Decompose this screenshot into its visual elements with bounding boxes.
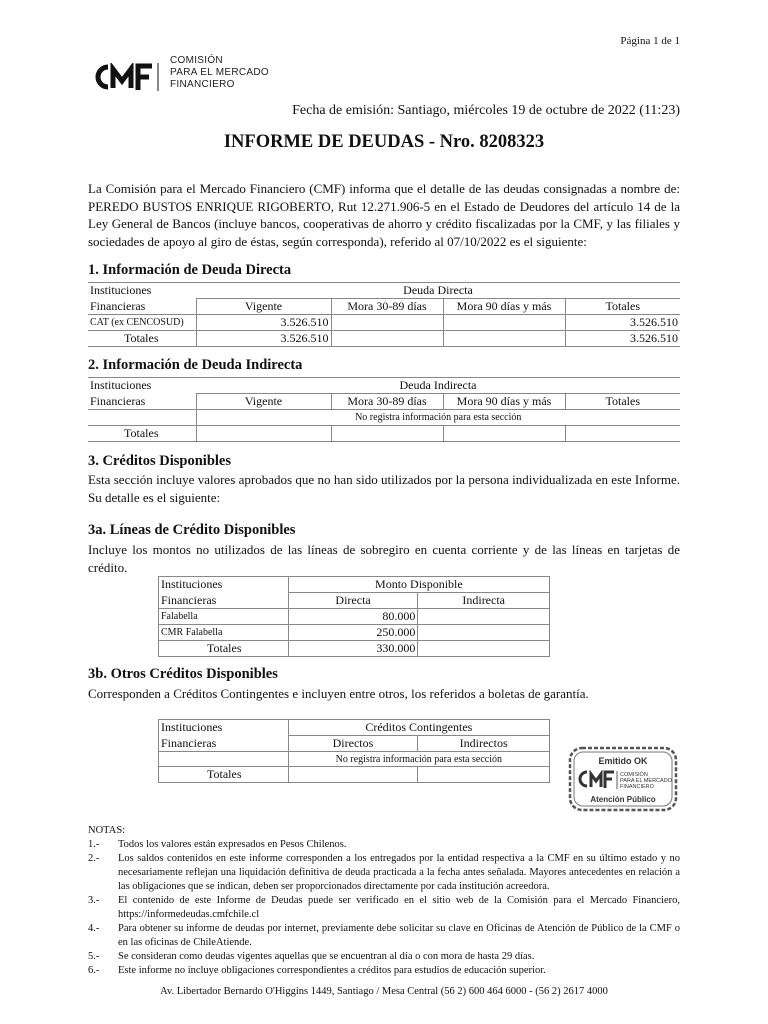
stamp-bottom-text: Atención Público bbox=[590, 795, 656, 804]
emitted-ok-stamp bbox=[567, 745, 679, 813]
col-mora30: Mora 30-89 días bbox=[331, 299, 443, 315]
totals-label: Totales bbox=[159, 767, 289, 783]
row-indirecta bbox=[418, 609, 550, 625]
notes-section bbox=[88, 824, 680, 978]
note-item bbox=[88, 964, 680, 978]
totals-vigente bbox=[196, 426, 331, 442]
section2-heading: 2. Información de Deuda Indirecta bbox=[88, 357, 303, 373]
table-row bbox=[159, 609, 550, 625]
col-totales: Totales bbox=[565, 299, 680, 315]
indirect-debt-table bbox=[88, 377, 680, 442]
col-inst-1: Instituciones bbox=[88, 283, 196, 299]
empty-cell bbox=[88, 410, 196, 426]
col-inst-1: Instituciones bbox=[88, 378, 196, 394]
note-item bbox=[88, 838, 680, 852]
group-header: Deuda Directa bbox=[196, 283, 680, 299]
section3-text: Esta sección incluye valores aprobados que no han sido utilizados por la persona individualizada en este Informe. Su detalle es el siguiente: bbox=[88, 472, 680, 505]
totals-indirecta bbox=[418, 641, 550, 657]
col-totales: Totales bbox=[565, 394, 680, 410]
page-number: Página 1 de 1 bbox=[620, 35, 680, 47]
col-mora90: Mora 90 días y más bbox=[443, 394, 565, 410]
col-inst-1: Instituciones bbox=[159, 720, 289, 736]
direct-debt-table bbox=[88, 282, 680, 347]
totals-row bbox=[159, 767, 550, 783]
stamp-line: COMISIÓN bbox=[620, 772, 648, 778]
contingent-credits-table bbox=[158, 719, 550, 783]
note-number: 6.- bbox=[88, 965, 100, 976]
credit-lines-table bbox=[158, 576, 550, 657]
note-number: 4.- bbox=[88, 923, 100, 934]
row-institution: Falabella bbox=[159, 609, 289, 625]
empty-cell bbox=[159, 752, 289, 767]
col-inst-2: Financieras bbox=[88, 299, 196, 315]
totals-total: 3.526.510 bbox=[565, 331, 680, 347]
no-info-message: No registra información para esta sección bbox=[196, 410, 680, 426]
stamp-top-text: Emitido OK bbox=[598, 756, 648, 766]
table-row bbox=[159, 625, 550, 641]
stamp-line: PARA EL MERCADO bbox=[620, 778, 672, 784]
note-item bbox=[88, 894, 680, 922]
group-header: Monto Disponible bbox=[288, 577, 549, 593]
totals-directos bbox=[288, 767, 418, 783]
table-row bbox=[88, 315, 680, 331]
row-institution: CMR Falabella bbox=[159, 625, 289, 641]
totals-row bbox=[88, 426, 680, 442]
totals-row bbox=[159, 641, 550, 657]
col-inst-2: Financieras bbox=[159, 736, 289, 752]
col-vigente: Vigente bbox=[196, 394, 331, 410]
row-directa: 80.000 bbox=[288, 609, 418, 625]
col-inst-2: Financieras bbox=[159, 593, 289, 609]
col-vigente: Vigente bbox=[196, 299, 331, 315]
row-institution: CAT (ex CENCOSUD) bbox=[88, 315, 196, 331]
logo-line: FINANCIERO bbox=[170, 79, 235, 90]
totals-indirectos bbox=[418, 767, 550, 783]
col-inst-2: Financieras bbox=[88, 394, 196, 410]
totals-label: Totales bbox=[159, 641, 289, 657]
logo-text bbox=[170, 55, 269, 91]
note-text: Para obtener su informe de deudas por internet, previamente debe solicitar su clave en Oficinas de Atención de Público de la CMF o en las oficinas de ChileAtiende. bbox=[118, 923, 680, 948]
totals-mora30 bbox=[331, 426, 443, 442]
totals-row bbox=[88, 331, 680, 347]
totals-vigente: 3.526.510 bbox=[196, 331, 331, 347]
row-mora30 bbox=[331, 315, 443, 331]
note-text: Los saldos contenidos en este informe corresponden a los entregados por la entidad respectiva a la CMF en su último estado y no necesariamente reflejan una liquidación definitiva de deuda practicada a la fecha antes señalada. Mayores antecedentes en relación a las obligaciones que se indican, deben ser proporcionados directamente por cada institución acreedora. bbox=[118, 853, 680, 892]
note-text: Este informe no incluye obligaciones correspondientes a créditos para estudios de educación superior. bbox=[118, 965, 546, 976]
col-inst-1: Instituciones bbox=[159, 577, 289, 593]
group-header: Deuda Indirecta bbox=[196, 378, 680, 394]
note-text: Se consideran como deudas vigentes aquellas que se encuentran al día o con mora de hasta 29 días. bbox=[118, 951, 535, 962]
row-total: 3.526.510 bbox=[565, 315, 680, 331]
report-title: INFORME DE DEUDAS - Nro. 8208323 bbox=[223, 132, 545, 152]
logo-line: COMISIÓN bbox=[170, 55, 223, 66]
cmf-logo-mark bbox=[92, 63, 164, 91]
totals-mora90 bbox=[443, 331, 565, 347]
col-directos: Directos bbox=[288, 736, 418, 752]
note-number: 1.- bbox=[88, 839, 100, 850]
totals-mora90 bbox=[443, 426, 565, 442]
totals-directa: 330.000 bbox=[288, 641, 418, 657]
section3-heading: 3. Créditos Disponibles bbox=[88, 453, 232, 469]
intro-paragraph: La Comisión para el Mercado Financiero (CMF) informa que el detalle de las deudas consignadas a nombre de: PEREDO BUSTOS ENRIQUE RIGOBERTO, Rut 12.271.906-5 en el Estado de Deudores del artículo 14 de la Ley General de Bancos (incluye bancos, cooperativas de ahorro y crédito fiscalizadas por la CMF, y las filiales y sociedades de apoyo al giro de éstas, según corresponda), referido al 07/10/2022 es el siguiente: bbox=[88, 181, 680, 249]
note-text: El contenido de este Informe de Deudas puede ser verificado en el sitio web de la Comisión para el Mercado Financiero, https://informedeudas.cmfchile.cl bbox=[118, 895, 680, 920]
note-text: Todos los valores están expresados en Pesos Chilenos. bbox=[118, 839, 347, 850]
note-number: 5.- bbox=[88, 951, 100, 962]
col-indirecta: Indirecta bbox=[418, 593, 550, 609]
col-mora30: Mora 30-89 días bbox=[331, 394, 443, 410]
note-item bbox=[88, 852, 680, 894]
row-mora90 bbox=[443, 315, 565, 331]
section3a-heading: 3a. Líneas de Crédito Disponibles bbox=[88, 522, 296, 538]
no-info-message: No registra información para esta sección bbox=[288, 752, 549, 767]
note-item bbox=[88, 922, 680, 950]
row-vigente: 3.526.510 bbox=[196, 315, 331, 331]
totals-label: Totales bbox=[88, 426, 196, 442]
section3b-heading: 3b. Otros Créditos Disponibles bbox=[88, 666, 278, 682]
section3b-text: Corresponden a Créditos Contingentes e incluyen entre otros, los referidos a boletas de garantía. bbox=[88, 686, 589, 701]
totals-mora30 bbox=[331, 331, 443, 347]
stamp-line: FINANCIERO bbox=[620, 784, 654, 790]
notes-title: NOTAS: bbox=[88, 825, 126, 836]
col-mora90: Mora 90 días y más bbox=[443, 299, 565, 315]
section3a-text: Incluye los montos no utilizados de las líneas de sobregiro en cuenta corriente y de las líneas en tarjetas de crédito. bbox=[88, 542, 680, 575]
group-header: Créditos Contingentes bbox=[288, 720, 549, 736]
note-number: 2.- bbox=[88, 853, 100, 864]
row-indirecta bbox=[418, 625, 550, 641]
note-number: 3.- bbox=[88, 895, 100, 906]
col-directa: Directa bbox=[288, 593, 418, 609]
cmf-logo bbox=[92, 55, 272, 97]
row-directa: 250.000 bbox=[288, 625, 418, 641]
footer-address: Av. Libertador Bernardo O'Higgins 1449, Santiago / Mesa Central (56 2) 600 464 6000 - (56 2) 2617 4000 bbox=[160, 986, 608, 997]
note-item bbox=[88, 950, 680, 964]
emission-date: Fecha de emisión: Santiago, miércoles 19 de octubre de 2022 (11:23) bbox=[292, 103, 680, 118]
logo-line: PARA EL MERCADO bbox=[170, 67, 269, 78]
col-indirectos: Indirectos bbox=[418, 736, 550, 752]
totals-total bbox=[565, 426, 680, 442]
section1-heading: 1. Información de Deuda Directa bbox=[88, 262, 292, 278]
totals-label: Totales bbox=[88, 331, 196, 347]
